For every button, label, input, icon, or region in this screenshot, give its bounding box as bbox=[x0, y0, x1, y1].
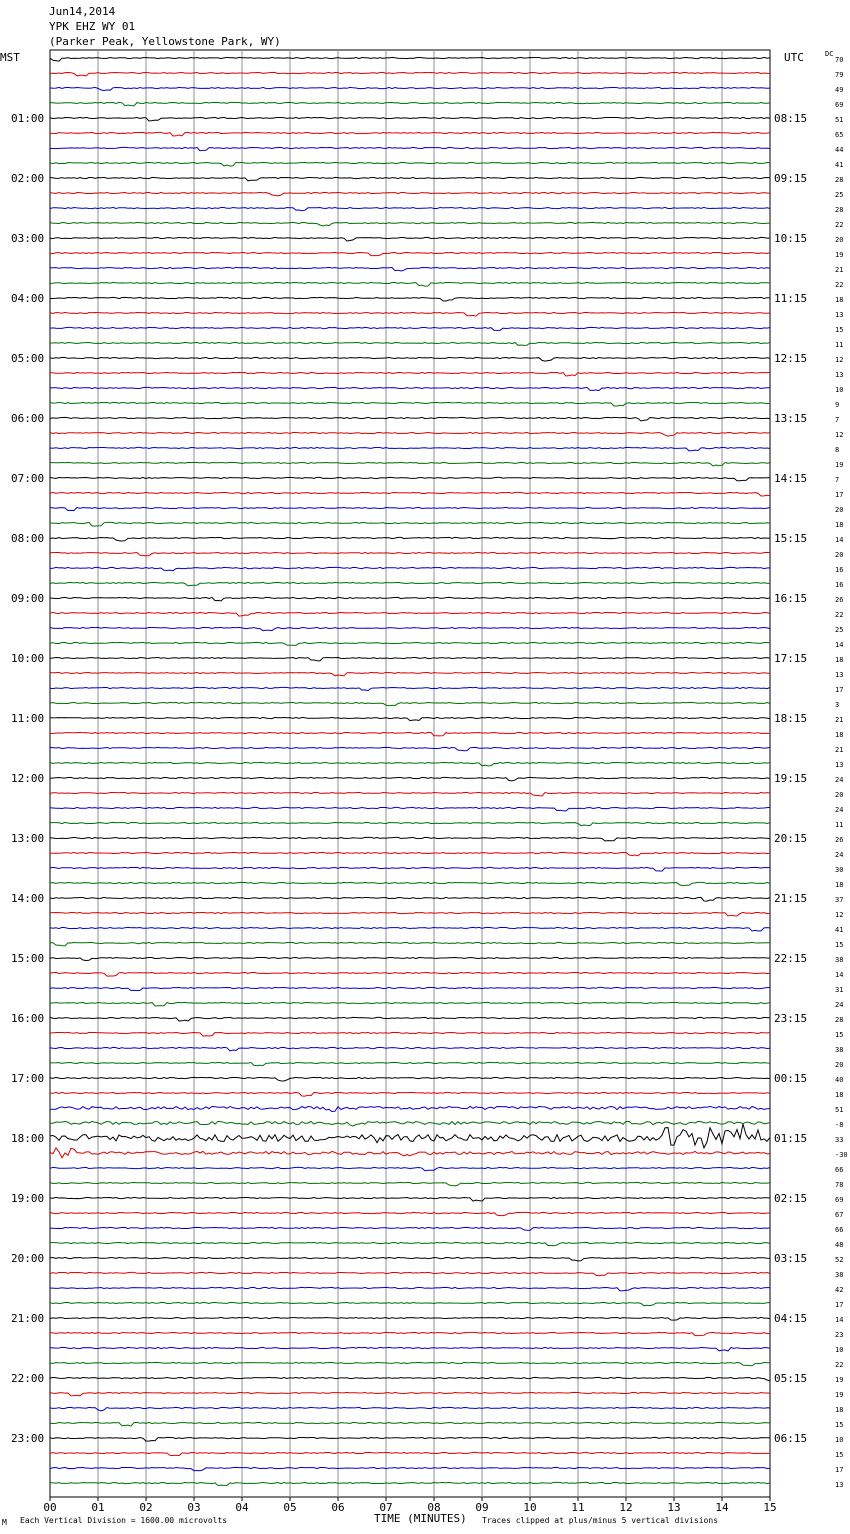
trace-row bbox=[50, 102, 770, 105]
dc-offset-label: 25 bbox=[835, 191, 844, 199]
trace-row bbox=[50, 1092, 770, 1096]
header-location: (Parker Peak, Yellowstone Park, WY) bbox=[49, 35, 281, 48]
header-date: Jun14,2014 bbox=[49, 5, 116, 18]
trace-row bbox=[50, 1347, 770, 1351]
dc-offset-label: 41 bbox=[835, 926, 844, 934]
trace-row bbox=[50, 942, 770, 946]
dc-offset-label: 9 bbox=[835, 401, 840, 409]
trace-row bbox=[50, 1077, 770, 1081]
trace-row bbox=[50, 957, 770, 960]
x-tick-label: 10 bbox=[523, 1501, 537, 1514]
right-hour-label: 12:15 bbox=[774, 352, 808, 365]
dc-offset-label: 26 bbox=[835, 596, 844, 604]
trace-row bbox=[50, 1257, 770, 1261]
trace-row bbox=[50, 1121, 770, 1126]
right-hour-label: 23:15 bbox=[774, 1012, 808, 1025]
left-hour-label: 09:00 bbox=[11, 592, 45, 605]
trace-row bbox=[50, 477, 770, 480]
dc-offset-label: 24 bbox=[835, 806, 844, 814]
left-hour-label: 21:00 bbox=[11, 1312, 45, 1325]
trace-row bbox=[50, 1437, 770, 1441]
trace-row bbox=[50, 267, 770, 271]
dc-offset-label: 14 bbox=[835, 641, 844, 649]
trace-row bbox=[50, 1242, 770, 1245]
trace-row bbox=[50, 402, 770, 406]
left-hour-label: 20:00 bbox=[11, 1252, 45, 1265]
x-tick-label: 04 bbox=[235, 1501, 249, 1514]
right-hour-label: 14:15 bbox=[774, 472, 808, 485]
dc-offset-label: 17 bbox=[835, 1301, 844, 1309]
trace-row bbox=[50, 72, 770, 76]
trace-row bbox=[50, 132, 770, 136]
x-tick-label: 01 bbox=[91, 1501, 105, 1514]
trace-row bbox=[50, 567, 770, 570]
trace-row bbox=[50, 1182, 770, 1186]
left-hour-label: 02:00 bbox=[11, 172, 45, 185]
trace-row bbox=[50, 702, 770, 705]
right-hour-label: 02:15 bbox=[774, 1192, 808, 1205]
dc-offset-label: 18 bbox=[835, 731, 844, 739]
dc-offset-label: 13 bbox=[835, 671, 844, 679]
trace-row bbox=[50, 447, 770, 450]
dc-offset-label: 38 bbox=[835, 1046, 844, 1054]
dc-offset-label: 41 bbox=[835, 161, 844, 169]
dc-offset-label: 42 bbox=[835, 1286, 844, 1294]
trace-row bbox=[50, 597, 770, 601]
right-hour-label: 03:15 bbox=[774, 1252, 808, 1265]
trace-row bbox=[50, 492, 770, 496]
dc-offset-label: 17 bbox=[835, 1466, 844, 1474]
trace-row bbox=[50, 57, 770, 61]
trace-row bbox=[50, 1452, 770, 1455]
trace-row bbox=[50, 312, 770, 316]
right-hour-label: 06:15 bbox=[774, 1432, 808, 1445]
trace-row bbox=[50, 177, 770, 180]
trace-row bbox=[50, 837, 770, 841]
dc-offset-label: 48 bbox=[835, 1241, 844, 1249]
x-axis-title: TIME (MINUTES) bbox=[374, 1512, 467, 1525]
dc-offset-label: 11 bbox=[835, 821, 844, 829]
dc-offset-label: 8 bbox=[835, 446, 840, 454]
dc-offset-label: 52 bbox=[835, 1256, 844, 1264]
dc-offset-label: 22 bbox=[835, 281, 844, 289]
trace-row bbox=[50, 972, 770, 976]
dc-offset-label: 16 bbox=[835, 581, 844, 589]
right-hour-label: 05:15 bbox=[774, 1372, 808, 1385]
left-hour-label: 13:00 bbox=[11, 832, 45, 845]
dc-offset-label: 26 bbox=[835, 836, 844, 844]
dc-offset-label: 15 bbox=[835, 1031, 844, 1039]
dc-offset-label: 51 bbox=[835, 1106, 844, 1114]
dc-offset-label: 28 bbox=[835, 206, 844, 214]
x-tick-label: 13 bbox=[667, 1501, 681, 1514]
left-hour-label: 07:00 bbox=[11, 472, 45, 485]
trace-row bbox=[50, 1002, 770, 1006]
dc-offset-label: 13 bbox=[835, 311, 844, 319]
dc-offset-label: 24 bbox=[835, 851, 844, 859]
right-hour-label: 16:15 bbox=[774, 592, 808, 605]
right-hour-label: 13:15 bbox=[774, 412, 808, 425]
left-hour-label: 05:00 bbox=[11, 352, 45, 365]
left-hour-label: 19:00 bbox=[11, 1192, 45, 1205]
dc-offset-label: 67 bbox=[835, 1211, 844, 1219]
dc-offset-label: 23 bbox=[835, 1331, 844, 1339]
dc-offset-label: 15 bbox=[835, 1421, 844, 1429]
dc-offset-label: 37 bbox=[835, 896, 844, 904]
trace-row bbox=[50, 1272, 770, 1275]
trace-row bbox=[50, 582, 770, 586]
x-tick-label: 11 bbox=[571, 1501, 585, 1514]
left-hour-label: 15:00 bbox=[11, 952, 45, 965]
dc-offset-label: 13 bbox=[835, 1481, 844, 1489]
trace-row bbox=[50, 1062, 770, 1065]
trace-row bbox=[50, 552, 770, 555]
trace-row bbox=[50, 807, 770, 811]
x-tick-label: 15 bbox=[763, 1501, 777, 1514]
dc-offset-label: 33 bbox=[835, 1136, 844, 1144]
trace-row bbox=[50, 762, 770, 766]
dc-offset-label: 11 bbox=[835, 341, 844, 349]
dc-offset-label: 20 bbox=[835, 791, 844, 799]
right-hour-label: 21:15 bbox=[774, 892, 808, 905]
left-hour-label: 17:00 bbox=[11, 1072, 45, 1085]
dc-offset-label: 17 bbox=[835, 491, 844, 499]
trace-row bbox=[50, 912, 770, 916]
header-station: YPK EHZ WY 01 bbox=[49, 20, 136, 33]
dc-offset-label: 20 bbox=[835, 236, 844, 244]
dc-offset-label: 22 bbox=[835, 1361, 844, 1369]
dc-offset-label: -30 bbox=[835, 1151, 848, 1159]
left-hour-label: 14:00 bbox=[11, 892, 45, 905]
trace-row bbox=[50, 747, 770, 750]
dc-offset-label: 79 bbox=[835, 71, 844, 79]
trace-row bbox=[50, 627, 770, 630]
trace-row bbox=[50, 1032, 770, 1036]
trace-row bbox=[50, 717, 770, 720]
dc-offset-label: 12 bbox=[835, 911, 844, 919]
right-hour-label: 19:15 bbox=[774, 772, 808, 785]
trace-row bbox=[50, 1407, 770, 1410]
dc-offset-label: 7 bbox=[835, 476, 840, 484]
dc-offset-label: 19 bbox=[835, 461, 844, 469]
x-tick-label: 02 bbox=[139, 1501, 153, 1514]
dc-offset-label: 7 bbox=[835, 416, 840, 424]
left-axis-title: MST bbox=[0, 51, 20, 64]
x-tick-label: 14 bbox=[715, 1501, 729, 1514]
left-hour-label: 01:00 bbox=[11, 112, 45, 125]
clip-note: Traces clipped at plus/minus 5 vertical divisions bbox=[482, 1516, 719, 1525]
trace-row bbox=[50, 162, 770, 166]
trace-row bbox=[50, 237, 770, 241]
x-tick-label: 05 bbox=[283, 1501, 297, 1514]
dc-offset-label: 19 bbox=[835, 1391, 844, 1399]
dc-offset-label: 38 bbox=[835, 1271, 844, 1279]
dc-offset-label: 21 bbox=[835, 716, 844, 724]
right-hour-label: 00:15 bbox=[774, 1072, 808, 1085]
dc-offset-label: 24 bbox=[835, 1001, 844, 1009]
dc-offset-label: 25 bbox=[835, 626, 844, 634]
x-tick-label: 06 bbox=[331, 1501, 345, 1514]
trace-row bbox=[50, 1392, 770, 1396]
right-hour-label: 20:15 bbox=[774, 832, 808, 845]
dc-offset-label: 30 bbox=[835, 866, 844, 874]
trace-row bbox=[50, 297, 770, 301]
trace-row bbox=[50, 1482, 770, 1485]
right-hour-label: 10:15 bbox=[774, 232, 808, 245]
scale-note: Each Vertical Division = 1600.00 microvolts bbox=[20, 1516, 228, 1525]
dc-offset-label: 70 bbox=[835, 56, 844, 64]
dc-offset-label: 12 bbox=[835, 356, 844, 364]
trace-row bbox=[50, 1017, 770, 1021]
left-hour-label: 10:00 bbox=[11, 652, 45, 665]
trace-row bbox=[50, 1302, 770, 1305]
dc-offset-label: 18 bbox=[835, 521, 844, 529]
left-hour-label: 12:00 bbox=[11, 772, 45, 785]
trace-row bbox=[50, 192, 770, 196]
dc-offset-label: 14 bbox=[835, 1316, 844, 1324]
trace-row bbox=[50, 1047, 770, 1051]
dc-offset-label: 14 bbox=[835, 971, 844, 979]
left-hour-label: 23:00 bbox=[11, 1432, 45, 1445]
trace-row bbox=[50, 1377, 770, 1381]
dc-offset-label: 18 bbox=[835, 1091, 844, 1099]
left-hour-label: 22:00 bbox=[11, 1372, 45, 1385]
trace-row bbox=[50, 1317, 770, 1320]
dc-offset-label: 12 bbox=[835, 431, 844, 439]
dc-offset-label: 19 bbox=[835, 251, 844, 259]
dc-offset-label: 18 bbox=[835, 881, 844, 889]
left-hour-label: 11:00 bbox=[11, 712, 45, 725]
dc-offset-label: 49 bbox=[835, 86, 844, 94]
right-hour-label: 08:15 bbox=[774, 112, 808, 125]
left-hour-label: 08:00 bbox=[11, 532, 45, 545]
left-hour-label: 18:00 bbox=[11, 1132, 45, 1145]
dc-offset-label: 20 bbox=[835, 551, 844, 559]
trace-row bbox=[50, 1422, 770, 1426]
dc-offset-label: 16 bbox=[835, 566, 844, 574]
dc-offset-label: 20 bbox=[835, 506, 844, 514]
trace-row bbox=[50, 687, 770, 690]
trace-row bbox=[50, 1167, 770, 1170]
trace-row bbox=[50, 987, 770, 990]
right-hour-label: 18:15 bbox=[774, 712, 808, 725]
dc-offset-label: 28 bbox=[835, 176, 844, 184]
dc-offset-label: 66 bbox=[835, 1166, 844, 1174]
left-hour-label: 16:00 bbox=[11, 1012, 45, 1025]
trace-row bbox=[50, 852, 770, 855]
trace-row bbox=[50, 927, 770, 931]
right-hour-label: 17:15 bbox=[774, 652, 808, 665]
dc-offset-label: 51 bbox=[835, 116, 844, 124]
dc-offset-label: 65 bbox=[835, 131, 844, 139]
dc-offset-label: 10 bbox=[835, 386, 844, 394]
trace-row bbox=[50, 792, 770, 796]
dc-offset-label: 38 bbox=[835, 956, 844, 964]
left-hour-label: 04:00 bbox=[11, 292, 45, 305]
trace-row bbox=[50, 1467, 770, 1470]
x-tick-label: 07 bbox=[379, 1501, 393, 1514]
trace-row bbox=[50, 537, 770, 541]
trace-row bbox=[50, 867, 770, 871]
trace-row bbox=[50, 522, 770, 526]
dc-offset-label: 13 bbox=[835, 761, 844, 769]
dc-offset-label: 18 bbox=[835, 656, 844, 664]
trace-row bbox=[50, 432, 770, 436]
x-tick-label: 09 bbox=[475, 1501, 489, 1514]
dc-offset-label: 15 bbox=[835, 1451, 844, 1459]
left-hour-label: 06:00 bbox=[11, 412, 45, 425]
trace-row bbox=[50, 417, 770, 421]
dc-offset-label: 69 bbox=[835, 1196, 844, 1204]
dc-offset-label: 18 bbox=[835, 296, 844, 304]
trace-row bbox=[50, 897, 770, 901]
dc-offset-label: 28 bbox=[835, 1016, 844, 1024]
trace-row bbox=[50, 1212, 770, 1215]
dc-offset-label: 20 bbox=[835, 1061, 844, 1069]
dc-offset-label: 18 bbox=[835, 1406, 844, 1414]
trace-row bbox=[50, 207, 770, 210]
trace-row bbox=[50, 1197, 770, 1201]
trace-row bbox=[50, 657, 770, 661]
trace-row bbox=[50, 462, 770, 466]
trace-row bbox=[50, 642, 770, 645]
right-hour-label: 22:15 bbox=[774, 952, 808, 965]
dc-offset-label: 21 bbox=[835, 266, 844, 274]
trace-row bbox=[50, 87, 770, 90]
trace-row bbox=[50, 372, 770, 376]
trace-row bbox=[50, 612, 770, 616]
right-hour-label: 15:15 bbox=[774, 532, 808, 545]
trace-row bbox=[50, 1124, 770, 1148]
right-hour-label: 01:15 bbox=[774, 1132, 808, 1145]
plot-frame bbox=[50, 50, 770, 1497]
corner-mark: M bbox=[2, 1518, 7, 1527]
dc-offset-label: 44 bbox=[835, 146, 844, 154]
dc-offset-label: 66 bbox=[835, 1226, 844, 1234]
trace-row bbox=[50, 147, 770, 150]
dc-offset-label: 15 bbox=[835, 326, 844, 334]
x-tick-label: 00 bbox=[43, 1501, 57, 1514]
trace-row bbox=[50, 222, 770, 226]
dc-offset-label: 22 bbox=[835, 221, 844, 229]
dc-offset-label: 31 bbox=[835, 986, 844, 994]
trace-row bbox=[50, 1227, 770, 1230]
trace-row bbox=[50, 1148, 770, 1158]
x-tick-label: 08 bbox=[427, 1501, 441, 1514]
dc-offset-label: 21 bbox=[835, 746, 844, 754]
trace-row bbox=[50, 327, 770, 330]
dc-offset-label: -8 bbox=[835, 1121, 844, 1129]
dc-offset-label: 24 bbox=[835, 776, 844, 784]
trace-row bbox=[50, 672, 770, 676]
trace-row bbox=[50, 732, 770, 736]
right-hour-label: 09:15 bbox=[774, 172, 808, 185]
dc-offset-label: 22 bbox=[835, 611, 844, 619]
dc-offset-label: 69 bbox=[835, 101, 844, 109]
right-hour-label: 04:15 bbox=[774, 1312, 808, 1325]
trace-row bbox=[50, 1332, 770, 1335]
dc-offset-label: 15 bbox=[835, 941, 844, 949]
trace-row bbox=[50, 1362, 770, 1366]
left-hour-label: 03:00 bbox=[11, 232, 45, 245]
trace-row bbox=[50, 252, 770, 255]
dc-offset-label: 78 bbox=[835, 1181, 844, 1189]
x-tick-label: 03 bbox=[187, 1501, 201, 1514]
trace-row bbox=[50, 1287, 770, 1290]
trace-row bbox=[50, 342, 770, 345]
dc-offset-label: 40 bbox=[835, 1076, 844, 1084]
dc-offset-label: 3 bbox=[835, 701, 840, 709]
dc-offset-label: 19 bbox=[835, 1376, 844, 1384]
dc-offset-label: 13 bbox=[835, 371, 844, 379]
dc-offset-label: 17 bbox=[835, 686, 844, 694]
trace-row bbox=[50, 777, 770, 781]
trace-row bbox=[50, 117, 770, 121]
x-tick-label: 12 bbox=[619, 1501, 633, 1514]
right-hour-label: 11:15 bbox=[774, 292, 808, 305]
dc-offset-label: 14 bbox=[835, 536, 844, 544]
trace-row bbox=[50, 507, 770, 510]
trace-row bbox=[50, 822, 770, 825]
right-axis-title: UTC bbox=[784, 51, 804, 64]
trace-row bbox=[50, 387, 770, 390]
dc-offset-label: 10 bbox=[835, 1436, 844, 1444]
trace-row bbox=[50, 357, 770, 361]
trace-row bbox=[50, 882, 770, 885]
trace-row bbox=[50, 282, 770, 286]
trace-row bbox=[50, 1106, 770, 1111]
dc-offset-label: 10 bbox=[835, 1346, 844, 1354]
dc-label: DC bbox=[825, 50, 834, 58]
